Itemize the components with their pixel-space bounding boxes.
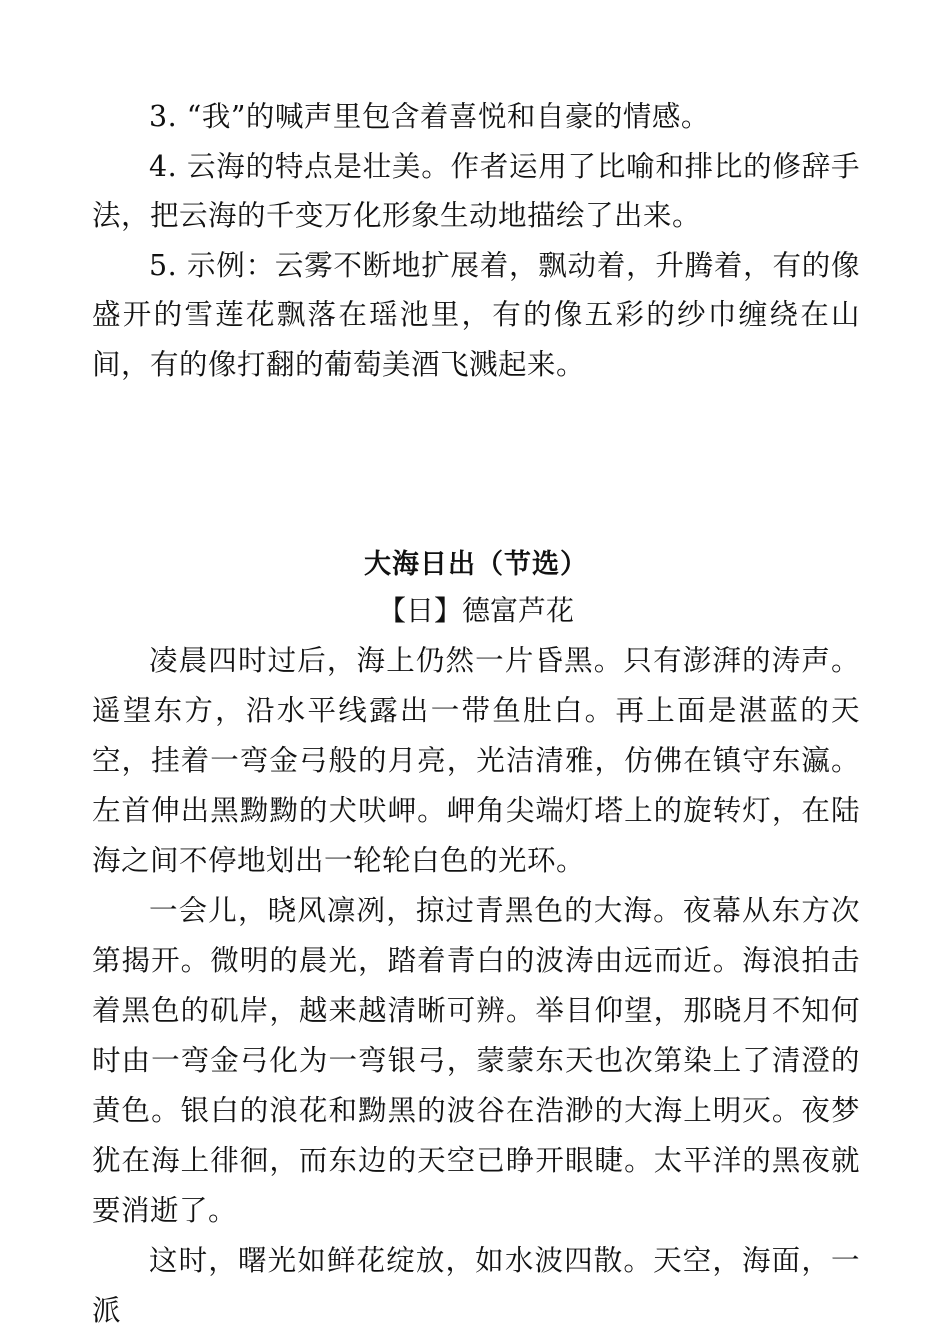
- article-title: 大海日出（节选）: [364, 549, 588, 580]
- article-paragraph-3: 这时，曙光如鲜花绽放，如水波四散。天空，海面，一派: [92, 1244, 860, 1327]
- answer-5: 5. 示例：云雾不断地扩展着，飘动着，升腾着，有的像盛开的雪莲花飘落在瑶池里，有的像五彩的纱巾缠绕在山间，有的像打翻的葡萄美酒飞溅起来。: [92, 248, 860, 381]
- answer-3: 3. “我”的喊声里包含着喜悦和自豪的情感。: [149, 100, 710, 133]
- answer-section: [92, 92, 860, 389]
- answer-4: 4. 云海的特点是壮美。作者运用了比喻和排比的修辞手法，把云海的千变万化形象生动地描绘了出来。: [92, 149, 860, 232]
- article-section: [92, 542, 860, 1336]
- article-paragraph-1: 凌晨四时过后，海上仍然一片昏黑。只有澎湃的涛声。遥望东方，沿水平线露出一带鱼肚白。再上面是湛蓝的天空，挂着一弯金弓般的月亮，光洁清雅，仿佛在镇守东瀛。左首伸出黑黝黝的犬吠岬。岬角尖端灯塔上的旋转灯，在陆海之间不停地划出一轮轮白色的光环。: [92, 644, 860, 877]
- article-author: 【日】德富芦花: [377, 594, 574, 627]
- article-body: [92, 636, 860, 1336]
- article-paragraph-2: 一会儿，晓风凛冽，掠过青黑色的大海。夜幕从东方次第揭开。微明的晨光，踏着青白的波涛由远而近。海浪拍击着黑色的矶岸，越来越清晰可辨。举目仰望，那晓月不知何时由一弯金弓化为一弯银弓，蒙蒙东天也次第染上了清澄的黄色。银白的浪花和黝黑的波谷在浩渺的大海上明灭。夜梦犹在海上徘徊，而东边的天空已睁开眼睫。太平洋的黑夜就要消逝了。: [92, 894, 860, 1227]
